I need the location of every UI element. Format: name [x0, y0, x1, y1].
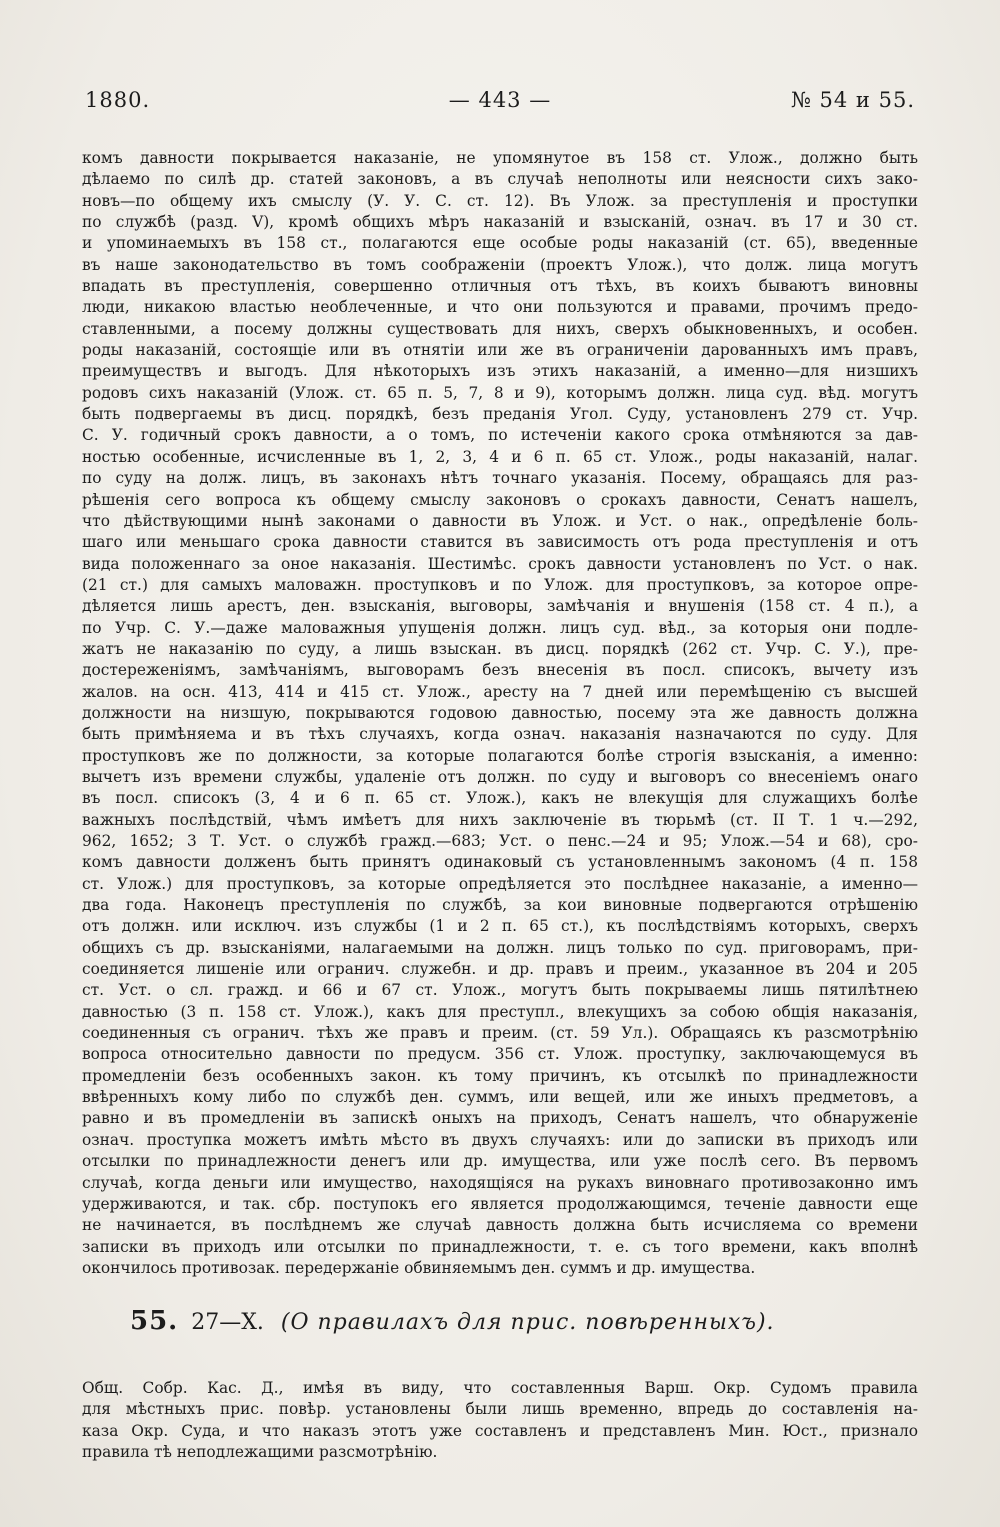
text-line: важныхъ послѣдствій, чѣмъ имѣетъ для нихъ заключеніе въ тюрьмѣ (ст. II Т. 1 ч.—292, — [82, 810, 918, 829]
text-line: не начинается, въ послѣднемъ же случаѣ давность должна быть исчисляема со времени — [82, 1216, 918, 1235]
text-line: и упоминаемыхъ въ 158 ст., полагаются еще особые роды наказаній (ст. 65), введенные — [82, 234, 918, 253]
text-line: случаѣ, когда деньги или имущество, находящіяся на рукахъ виновнаго противозаконно имъ — [82, 1173, 918, 1192]
text-line: давностью (3 п. 158 ст. Улож.), какъ для преступл., влекущихъ за собою общія наказанія, — [82, 1002, 918, 1021]
text-line: каза Окр. Суда, и что наказъ этотъ уже составленъ и представленъ Мин. Юст., признало — [82, 1421, 918, 1440]
text-line: для мѣстныхъ прис. повѣр. установлены были лишь временно, впредь до составленія на- — [82, 1400, 918, 1419]
text-line: впадать въ преступленія, совершенно отличныя отъ тѣхъ, въ коихъ бываютъ виновны — [82, 277, 918, 296]
text-line: шаго или меньшаго срока давности ставится въ зависимость отъ рода преступленія и отъ — [82, 533, 918, 552]
text-line: рѣшенія сего вопроса къ общему смыслу законовъ о срокахъ давности, Сенатъ нашелъ, — [82, 490, 918, 509]
text-line: новъ—по общему ихъ смыслу (У. У. С. ст. 12). Въ Улож. за преступленія и проступки — [82, 191, 918, 210]
text-line: соединенныя съ огранич. тѣхъ же правъ и преим. (ст. 59 Ул.). Обращаясь къ разсмотрѣнію — [82, 1024, 918, 1043]
text-line: по суду на долж. лицъ, въ законахъ нѣтъ точнаго указанія. Посему, обращаясь для раз- — [82, 469, 918, 488]
text-line: должности на низшую, покрываются годовою давностью, посему эта же давность должна — [82, 703, 918, 722]
page-header — [85, 88, 915, 124]
text-line: родовъ сихъ наказаній (Улож. ст. 65 п. 5, 7, 8 и 9), которымъ должн. лица суд. вѣд. могутъ — [82, 383, 918, 402]
text-line: ставленными, а посему должны существовать для нихъ, сверхъ обыкновенныхъ, и особен. — [82, 319, 918, 338]
text-line: достереженіямъ, замѣчаніямъ, выговорамъ безъ внесенія въ посл. списокъ, вычету изъ — [82, 661, 918, 680]
text-line: вычетъ изъ времени службы, удаленіе отъ должн. по суду и выговоръ со внесеніемъ онаго — [82, 767, 918, 786]
main-paragraph — [82, 148, 918, 1279]
text-line: записки въ приходъ или отсылки по принадлежности, т. е. съ того времени, какъ вполнѣ — [82, 1237, 918, 1256]
text-line: по службѣ (разд. V), кромѣ общихъ мѣръ наказаній и взысканій, означ. въ 17 и 30 ст. — [82, 213, 918, 232]
text-line: правила тѣ неподлежащими разсмотрѣнію. — [82, 1443, 438, 1462]
text-line: С. У. годичный срокъ давности, а о томъ, по истеченіи какого срока отмѣняются за дав- — [82, 426, 918, 445]
text-line: ностью особенные, исчисленные въ 1, 2, 3, 4 и 6 п. 65 ст. Улож., роды наказаній, налаг. — [82, 447, 918, 466]
header-page-number: — 443 — — [448, 88, 552, 112]
text-line: отсылки по принадлежности денегъ или др. имущества, или уже послѣ сего. Въ первомъ — [82, 1152, 918, 1171]
header-year: 1880. — [85, 88, 151, 112]
section-title: (О правилахъ для прис. повѣренныхъ). — [280, 1310, 775, 1335]
section-number: 55. — [130, 1306, 179, 1336]
text-line: вида положеннаго за оное наказанія. Шестимѣс. срокъ давности установленъ по Уст. о нак. — [82, 554, 918, 573]
text-line: люди, никакою властью необлеченные, и что они пользуются и правами, прочимъ предо- — [82, 298, 918, 317]
text-line: означ. проступка можетъ имѣть мѣсто въ двухъ случаяхъ: или до записки въ приходъ или — [82, 1130, 918, 1149]
text-line: дѣлаемо по силѣ др. статей законовъ, а въ случаѣ неполноты или неясности сихъ зако- — [82, 170, 918, 189]
text-line: 962, 1652; 3 Т. Уст. о службѣ гражд.—683; Уст. о пенс.—24 и 95; Улож.—54 и 68), сро- — [82, 832, 918, 850]
text-line: преимуществъ и выгодъ. Для нѣкоторыхъ изъ этихъ наказаній, а именно—для низшихъ — [82, 362, 918, 381]
text-line: равно и въ промедленіи въ запискѣ оныхъ на приходъ, Сенатъ нашелъ, что обнаруженіе — [82, 1109, 918, 1128]
text-line: промедленіи безъ особенныхъ закон. къ тому причинъ, къ отсылкѣ по принадлежности — [82, 1066, 918, 1085]
text-line: окончилось противозак. передержаніе обвиняемымъ ден. суммъ и др. имущества. — [82, 1258, 756, 1277]
text-line: дѣляется лишь арестъ, ден. взысканія, выговоры, замѣчанія и внушенія (158 ст. 4 п.), а — [82, 597, 918, 616]
text-line: ст. Уст. о сл. гражд. и 66 и 67 ст. Улож., могутъ быть покрываемы лишь пятилѣтнею — [82, 981, 918, 1000]
text-line: быть подвергаемы въ дисц. порядкѣ, безъ преданія Угол. Суду, установленъ 279 ст. Учр. — [82, 405, 918, 424]
text-line: что дѣйствующими нынѣ законами о давности въ Улож. и Уст. о нак., опредѣленіе боль- — [82, 511, 918, 530]
text-line: жалов. на осн. 413, 414 и 415 ст. Улож., аресту на 7 дней или перемѣщенію съ высшей — [82, 682, 918, 701]
text-line: два года. Наконецъ преступленія по службѣ, за кои виновные подвергаются отрѣшенію — [82, 896, 918, 915]
text-line: въ наше законодательство въ томъ соображеніи (проектъ Улож.), что долж. лица могутъ — [82, 255, 918, 274]
text-line: ст. Улож.) для проступковъ, за которые опредѣляется это послѣднее наказаніе, а именно— — [82, 874, 918, 893]
text-line: общихъ съ др. взысканіями, налагаемыми на должн. лицъ только по суд. приговорамъ, при- — [82, 938, 918, 957]
section-date: 27—X. — [191, 1310, 264, 1335]
text-line: удерживаются, и так. сбр. поступокъ его является продолжающимся, теченіе давности еще — [82, 1194, 918, 1213]
text-line: ввѣренныхъ кому либо по службѣ ден. суммъ, или вещей, или же иныхъ предметовъ, а — [82, 1088, 918, 1107]
text-line: отъ должн. или исключ. изъ службы (1 и 2 п. 65 ст.), къ послѣдствіямъ которыхъ, сверхъ — [82, 917, 918, 936]
text-line: жатъ не наказанію по суду, а лишь взыскан. въ дисц. порядкѣ (262 ст. Учр. С. У.), пре- — [82, 639, 918, 658]
section-heading — [130, 1306, 890, 1336]
section-paragraph — [82, 1378, 918, 1463]
text-line: (21 ст.) для самыхъ маловажн. проступковъ и по Улож. для проступковъ, за которое опре- — [82, 575, 918, 594]
text-line: по Учр. С. У.—даже маловажныя упущенія должн. лицъ суд. вѣд., за которыя они подле- — [82, 618, 918, 637]
text-line: въ посл. списокъ (3, 4 и 6 п. 65 ст. Улож.), какъ не влекущія для служащихъ болѣе — [82, 789, 918, 808]
text-line: комъ давности покрывается наказаніе, не упомянутое въ 158 ст. Улож., должно быть — [82, 149, 918, 167]
text-line: соединяется лишеніе или огранич. служебн. и др. правъ и преим., указанное въ 204 и 205 — [82, 960, 918, 979]
text-line: Общ. Собр. Кас. Д., имѣя въ виду, что составленныя Варш. Окр. Судомъ правила — [82, 1379, 918, 1397]
text-line: роды наказаній, состоящіе или въ отнятіи или же въ ограниченіи дарованныхъ имъ правъ, — [82, 341, 918, 360]
header-issue-number: № 54 и 55. — [790, 88, 915, 112]
text-line: комъ давности долженъ быть принятъ одинаковый съ установленнымъ закономъ (4 п. 158 — [82, 853, 918, 872]
text-line: быть примѣняема и въ тѣхъ случаяхъ, когда означ. наказанія назначаются по суду. Для — [82, 725, 918, 744]
text-line: вопроса относительно давности по предусм. 356 ст. Улож. проступку, заключающемуся въ — [82, 1045, 918, 1064]
text-line: проступковъ же по должности, за которые полагаются болѣе строгія взысканія, а именно: — [82, 746, 918, 765]
